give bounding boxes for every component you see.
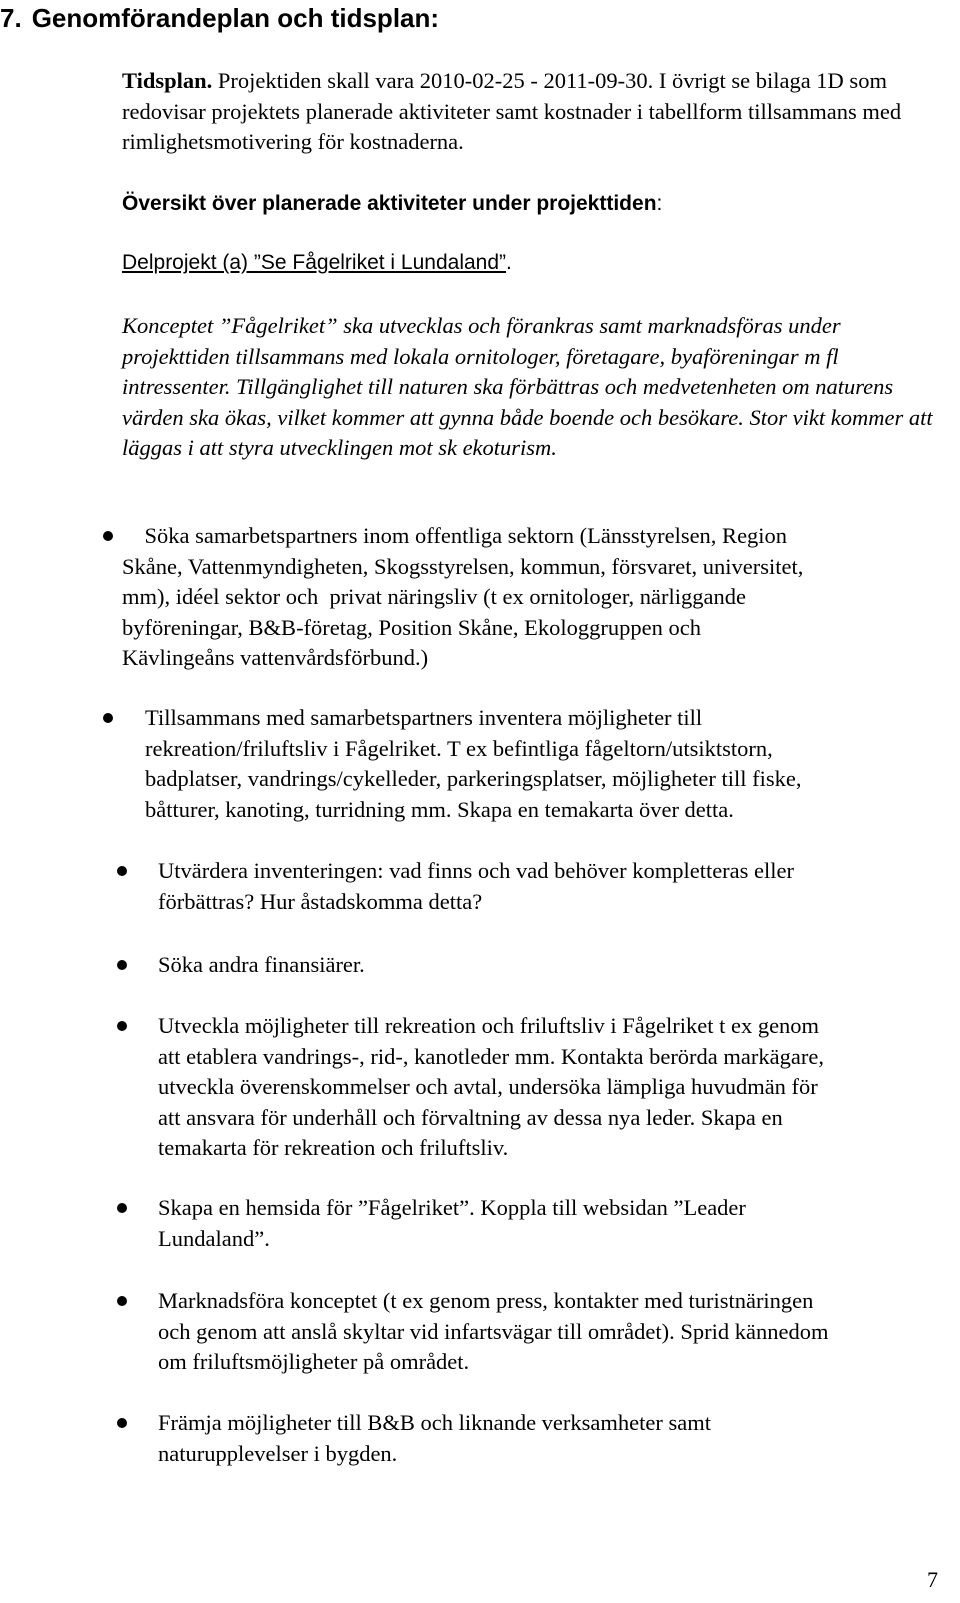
bullet-line: Främja möjligheter till B&B och liknande verksamheter samt (158, 1410, 711, 1435)
bullet-dot (117, 1203, 127, 1213)
page-number: 7 (927, 1567, 938, 1592)
bullet-line: Kävlingeåns vattenvårdsförbund.) (122, 645, 429, 670)
oversikt-label: Översikt över planerade aktiviteter under projekttiden (122, 192, 657, 215)
bullet-line: naturupplevelser i bygden. (158, 1440, 398, 1466)
delprojekt-label: Delprojekt (a) ”Se Fågelriket i Lundaland” (122, 251, 507, 274)
bullet-line: Marknadsföra konceptet (t ex genom press, kontakter med turistnäringen (158, 1288, 814, 1313)
bullet-line: utveckla överenskommelser och avtal, undersöka lämpliga huvudmän för (158, 1074, 818, 1099)
bullet-dot (117, 1021, 127, 1031)
bullet-item (158, 856, 945, 917)
section-heading (0, 2, 439, 34)
koncept-paragraph: Konceptet ”Fågelriket” ska utvecklas och förankras samt marknadsföras under projekttiden tillsammans med lokala ornitologer, företagare, byaföreningar m fl intressenter. Tillgänglighet till naturen ska förbättras och medvetenheten om naturens värden ska ökas, vilket kommer att gynna både boende och besökare. Stor vikt kommer att läggas i att styra utvecklingen mot sk ekoturism. (122, 313, 933, 460)
bullet-item (158, 1408, 945, 1469)
bullet-item (158, 1011, 945, 1164)
bullet-line: förbättras? Hur åstadskomma detta? (158, 888, 483, 914)
bullet-dot (117, 866, 127, 876)
section-number: 7. (0, 3, 22, 33)
delprojekt-suffix: . (506, 251, 512, 274)
bullet-item (158, 1193, 945, 1254)
bullet-item (145, 703, 945, 825)
bullet-line: om friluftsmöjligheter på området. (158, 1349, 470, 1374)
bullet-line: badplatser, vandrings/cykelleder, parkeringsplatser, möjligheter till fiske, (145, 766, 802, 791)
bullet-dot (117, 1296, 127, 1306)
bullet-line: Tillsammans med samarbetspartners inventera möjligheter till (145, 705, 703, 730)
bullet-item (122, 521, 945, 674)
bullet-line: att etablera vandrings-, rid-, kanotleder mm. Kontakta berörda markägare, (158, 1043, 824, 1069)
bullet-item (158, 1286, 945, 1378)
bullet-line: Skåne, Vattenmyndigheten, Skogsstyrelsen, kommun, försvaret, universitet, (122, 553, 804, 579)
delprojekt-heading (122, 249, 942, 277)
bullet-line: Skapa en hemsida för ”Fågelriket”. Koppla till websidan ”Leader (158, 1195, 746, 1220)
bullet-line: Söka samarbetspartners inom offentliga sektorn (Länsstyrelsen, Region (122, 523, 788, 548)
bullet-dot (117, 1418, 127, 1428)
tidsplan-paragraph (122, 66, 942, 158)
oversikt-heading (122, 190, 942, 218)
bullet-line: Lundaland”. (158, 1225, 270, 1251)
bullet-line: och genom att anslå skyltar vid infartsvägar till området). Sprid kännedom (158, 1318, 829, 1344)
bullet-line: temakarta för rekreation och friluftsliv. (158, 1135, 509, 1160)
section-title: Genomförandeplan och tidsplan: (31, 3, 440, 33)
bullet-line: Utveckla möjligheter till rekreation och friluftsliv i Fågelriket t ex genom (158, 1013, 820, 1038)
bullet-dot (103, 713, 113, 723)
bullet-line: mm), idéel sektor och privat näringsliv (t ex ornitologer, närliggande (122, 584, 746, 609)
tidsplan-text: Projektiden skall vara 2010-02-25 - 2011-09-30. I övrigt se bilaga 1D som redovisar projektets planerade aktiviteter samt kostnader i tabellform tillsammans med rimlighetsmotivering för kostnaderna. (122, 68, 902, 154)
bullet-dot (103, 531, 113, 541)
oversikt-suffix: : (656, 192, 663, 215)
bullet-line: rekreation/friluftsliv i Fågelriket. T ex befintliga fågeltorn/utsiktstorn, (145, 735, 773, 761)
bullet-dot (117, 960, 127, 970)
bullet-item (158, 950, 945, 981)
bullet-line: att ansvara för underhåll och förvaltning av dessa nya leder. Skapa en (158, 1104, 783, 1130)
bullet-line: Söka andra finansiärer. (158, 952, 365, 977)
tidsplan-label: Tidsplan. (122, 68, 213, 93)
bullet-line: Utvärdera inventeringen: vad finns och vad behöver kompletteras eller (158, 858, 795, 883)
bullet-line: byföreningar, B&B-företag, Position Skåne, Ekologgruppen och (122, 614, 701, 640)
bullet-line: båtturer, kanoting, turridning mm. Skapa en temakarta över detta. (145, 796, 734, 822)
